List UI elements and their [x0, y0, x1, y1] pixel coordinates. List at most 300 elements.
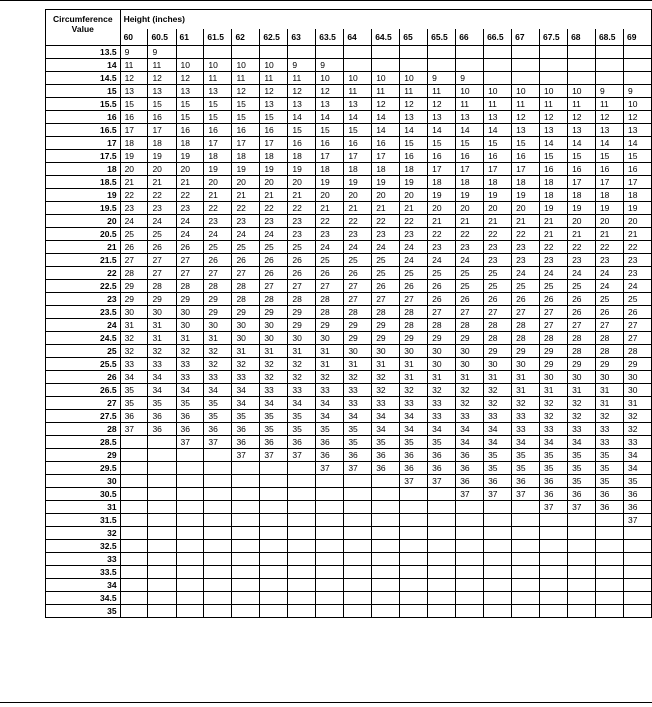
- table-cell: [595, 553, 623, 566]
- table-row: [46, 150, 652, 163]
- circumference-value: 32.5: [46, 540, 121, 553]
- table-cell: 11: [400, 85, 428, 98]
- table-cell: 18: [288, 150, 316, 163]
- table-cell: 34: [624, 462, 652, 475]
- table-cell: 30: [232, 332, 260, 345]
- table-cell: 25: [260, 241, 288, 254]
- table-cell: 26: [316, 267, 344, 280]
- table-cell: 21: [372, 202, 400, 215]
- table-cell: [344, 527, 372, 540]
- table-cell: 13: [624, 124, 652, 137]
- table-cell: [595, 540, 623, 553]
- table-cell: 36: [316, 436, 344, 449]
- table-cell: [204, 514, 232, 527]
- table-cell: 13: [344, 98, 372, 111]
- table-cell: [372, 553, 400, 566]
- table-cell: [540, 566, 568, 579]
- table-row: [46, 293, 652, 306]
- table-cell: 10: [316, 72, 344, 85]
- table-cell: [372, 579, 400, 592]
- table-cell: 20: [372, 189, 400, 202]
- table-cell: 18: [484, 176, 512, 189]
- table-cell: 32: [568, 397, 596, 410]
- table-cell: 15: [595, 150, 623, 163]
- table-cell: 21: [288, 189, 316, 202]
- table-cell: 23: [595, 254, 623, 267]
- table-cell: 31: [456, 371, 484, 384]
- table-cell: [260, 540, 288, 553]
- table-row: [46, 319, 652, 332]
- table-cell: 28: [400, 306, 428, 319]
- table-cell: 32: [624, 423, 652, 436]
- height-header: Height (inches): [120, 10, 651, 29]
- table-cell: 21: [316, 202, 344, 215]
- table-cell: 15: [540, 150, 568, 163]
- table-cell: 26: [232, 254, 260, 267]
- table-cell: [540, 540, 568, 553]
- table-cell: 19: [428, 189, 456, 202]
- table-cell: [316, 475, 344, 488]
- table-cell: [176, 488, 204, 501]
- circumference-value: 23: [46, 293, 121, 306]
- table-cell: 17: [624, 176, 652, 189]
- table-row: [46, 592, 652, 605]
- table-cell: [484, 579, 512, 592]
- table-cell: 9: [148, 46, 176, 59]
- table-cell: 14: [456, 124, 484, 137]
- table-cell: [512, 540, 540, 553]
- table-cell: [232, 501, 260, 514]
- table-cell: [540, 527, 568, 540]
- circumference-value: 30: [46, 475, 121, 488]
- table-cell: 35: [512, 449, 540, 462]
- table-cell: 32: [595, 410, 623, 423]
- table-cell: [484, 540, 512, 553]
- table-cell: 13: [204, 85, 232, 98]
- table-cell: 31: [288, 345, 316, 358]
- table-cell: 19: [624, 202, 652, 215]
- table-cell: 20: [428, 202, 456, 215]
- table-cell: [288, 540, 316, 553]
- table-row: [46, 605, 652, 618]
- table-cell: 28: [372, 306, 400, 319]
- table-cell: 32: [344, 371, 372, 384]
- table-cell: 16: [540, 163, 568, 176]
- table-cell: 19: [372, 176, 400, 189]
- table-cell: 27: [316, 280, 344, 293]
- table-cell: [624, 605, 652, 618]
- table-cell: [400, 501, 428, 514]
- table-row: [46, 254, 652, 267]
- table-cell: 15: [344, 124, 372, 137]
- table-cell: [120, 605, 148, 618]
- table-cell: 27: [148, 254, 176, 267]
- table-cell: [428, 605, 456, 618]
- table-cell: 19: [176, 150, 204, 163]
- table-cell: 24: [148, 215, 176, 228]
- table-cell: 32: [624, 410, 652, 423]
- table-cell: 32: [512, 397, 540, 410]
- table-cell: 34: [512, 436, 540, 449]
- circumference-value: 35: [46, 605, 121, 618]
- table-cell: [512, 566, 540, 579]
- table-cell: 22: [288, 202, 316, 215]
- table-cell: [512, 592, 540, 605]
- table-cell: [624, 59, 652, 72]
- table-cell: [428, 592, 456, 605]
- table-cell: 16: [120, 111, 148, 124]
- table-row: [46, 345, 652, 358]
- table-cell: 27: [120, 254, 148, 267]
- height-col-header: 62: [232, 29, 260, 46]
- table-cell: 28: [456, 319, 484, 332]
- table-cell: [512, 605, 540, 618]
- table-cell: 18: [540, 176, 568, 189]
- table-cell: 22: [540, 241, 568, 254]
- table-cell: 37: [400, 475, 428, 488]
- table-cell: 24: [595, 280, 623, 293]
- table-cell: 9: [624, 85, 652, 98]
- table-cell: 28: [595, 332, 623, 345]
- table-cell: [260, 566, 288, 579]
- table-cell: 31: [316, 345, 344, 358]
- table-cell: 20: [148, 163, 176, 176]
- table-cell: [204, 605, 232, 618]
- table-cell: 26: [568, 306, 596, 319]
- table-cell: [120, 462, 148, 475]
- table-cell: 35: [568, 449, 596, 462]
- table-cell: 27: [260, 280, 288, 293]
- table-cell: [120, 540, 148, 553]
- table-cell: 19: [316, 176, 344, 189]
- table-cell: 35: [288, 423, 316, 436]
- table-cell: 10: [176, 59, 204, 72]
- table-cell: 29: [428, 332, 456, 345]
- table-cell: [260, 488, 288, 501]
- table-cell: 31: [148, 332, 176, 345]
- body-fat-table: [45, 9, 652, 618]
- table-cell: 28: [260, 293, 288, 306]
- table-cell: 17: [232, 137, 260, 150]
- table-cell: [456, 46, 484, 59]
- table-cell: [595, 59, 623, 72]
- table-cell: 18: [540, 189, 568, 202]
- table-cell: 36: [456, 449, 484, 462]
- table-cell: [120, 592, 148, 605]
- table-cell: 34: [316, 397, 344, 410]
- table-cell: 37: [288, 449, 316, 462]
- table-cell: 16: [428, 150, 456, 163]
- table-cell: 16: [204, 124, 232, 137]
- table-cell: 30: [120, 306, 148, 319]
- table-cell: 22: [316, 215, 344, 228]
- table-cell: 35: [148, 397, 176, 410]
- table-cell: [120, 436, 148, 449]
- table-cell: [624, 579, 652, 592]
- circumference-value: 25: [46, 345, 121, 358]
- table-cell: 19: [512, 189, 540, 202]
- table-cell: [372, 592, 400, 605]
- table-cell: [400, 540, 428, 553]
- table-cell: 30: [624, 384, 652, 397]
- height-col-header: 68.5: [595, 29, 623, 46]
- table-cell: 16: [176, 124, 204, 137]
- table-cell: 10: [624, 98, 652, 111]
- height-col-header: 67: [512, 29, 540, 46]
- table-cell: 26: [372, 280, 400, 293]
- table-cell: 25: [316, 254, 344, 267]
- table-cell: 9: [288, 59, 316, 72]
- table-cell: 12: [232, 85, 260, 98]
- table-cell: 23: [512, 254, 540, 267]
- table-cell: 13: [568, 124, 596, 137]
- table-cell: 27: [176, 267, 204, 280]
- table-cell: [428, 59, 456, 72]
- table-cell: [568, 540, 596, 553]
- table-cell: 22: [204, 202, 232, 215]
- table-cell: [344, 59, 372, 72]
- table-cell: 17: [568, 176, 596, 189]
- table-cell: [148, 527, 176, 540]
- table-cell: [540, 605, 568, 618]
- table-cell: [260, 592, 288, 605]
- circumference-value: 16: [46, 111, 121, 124]
- table-cell: 20: [260, 176, 288, 189]
- table-cell: [148, 605, 176, 618]
- table-cell: 34: [344, 410, 372, 423]
- table-cell: 28: [484, 319, 512, 332]
- table-cell: [456, 553, 484, 566]
- table-cell: [288, 462, 316, 475]
- table-cell: 25: [624, 293, 652, 306]
- table-cell: 23: [148, 202, 176, 215]
- table-cell: 24: [204, 228, 232, 241]
- table-cell: 32: [204, 345, 232, 358]
- table-cell: [176, 475, 204, 488]
- table-cell: 21: [512, 215, 540, 228]
- table-cell: 12: [176, 72, 204, 85]
- table-cell: 29: [148, 293, 176, 306]
- table-cell: 36: [595, 488, 623, 501]
- table-cell: [148, 475, 176, 488]
- table-cell: [372, 46, 400, 59]
- table-cell: 19: [568, 202, 596, 215]
- table-cell: 24: [316, 241, 344, 254]
- table-cell: [568, 605, 596, 618]
- table-cell: [456, 540, 484, 553]
- table-cell: [316, 592, 344, 605]
- table-cell: 29: [204, 306, 232, 319]
- table-cell: 23: [204, 215, 232, 228]
- table-row: [46, 449, 652, 462]
- table-cell: 25: [120, 228, 148, 241]
- table-cell: 30: [484, 358, 512, 371]
- table-cell: 11: [344, 85, 372, 98]
- table-cell: 33: [204, 371, 232, 384]
- table-cell: [512, 72, 540, 85]
- table-cell: [260, 475, 288, 488]
- table-cell: [148, 540, 176, 553]
- table-cell: 27: [288, 280, 316, 293]
- table-cell: 20: [595, 215, 623, 228]
- table-cell: 11: [484, 98, 512, 111]
- table-cell: 35: [316, 423, 344, 436]
- table-cell: 36: [400, 462, 428, 475]
- table-cell: 31: [484, 371, 512, 384]
- table-cell: 13: [512, 124, 540, 137]
- table-row: [46, 527, 652, 540]
- table-cell: 26: [595, 306, 623, 319]
- table-cell: 14: [288, 111, 316, 124]
- table-cell: [595, 605, 623, 618]
- table-cell: [372, 566, 400, 579]
- table-cell: 33: [512, 423, 540, 436]
- table-cell: 20: [288, 176, 316, 189]
- table-cell: [204, 592, 232, 605]
- circumference-value: 26.5: [46, 384, 121, 397]
- table-cell: [120, 527, 148, 540]
- table-cell: 34: [148, 384, 176, 397]
- table-cell: 36: [344, 449, 372, 462]
- table-cell: 16: [260, 124, 288, 137]
- table-cell: [400, 46, 428, 59]
- circumference-value: 34: [46, 579, 121, 592]
- table-cell: 26: [260, 267, 288, 280]
- table-cell: 20: [204, 176, 232, 189]
- table-cell: 10: [372, 72, 400, 85]
- table-cell: [176, 462, 204, 475]
- circumference-value: 22: [46, 267, 121, 280]
- table-cell: 33: [288, 384, 316, 397]
- table-cell: 35: [204, 397, 232, 410]
- table-cell: 36: [568, 488, 596, 501]
- table-cell: [344, 566, 372, 579]
- table-cell: 13: [540, 124, 568, 137]
- table-cell: 27: [344, 293, 372, 306]
- table-cell: [484, 72, 512, 85]
- table-cell: 19: [148, 150, 176, 163]
- table-cell: 30: [176, 319, 204, 332]
- table-row: [46, 423, 652, 436]
- table-cell: 21: [232, 189, 260, 202]
- circumference-value: 17: [46, 137, 121, 150]
- circumference-header: Circumference Value: [46, 10, 121, 46]
- table-cell: 36: [260, 436, 288, 449]
- table-cell: 32: [120, 345, 148, 358]
- table-cell: 19: [260, 163, 288, 176]
- table-cell: [456, 527, 484, 540]
- table-cell: 15: [624, 150, 652, 163]
- height-col-header: 61.5: [204, 29, 232, 46]
- table-cell: [595, 514, 623, 527]
- table-cell: 21: [344, 202, 372, 215]
- table-cell: [595, 592, 623, 605]
- height-col-header: 66: [456, 29, 484, 46]
- table-cell: 35: [428, 436, 456, 449]
- table-cell: 24: [624, 280, 652, 293]
- table-cell: 31: [400, 371, 428, 384]
- table-cell: [372, 475, 400, 488]
- table-cell: [456, 566, 484, 579]
- height-col-header: 67.5: [540, 29, 568, 46]
- table-cell: 12: [120, 72, 148, 85]
- table-cell: 24: [428, 254, 456, 267]
- table-cell: 22: [512, 228, 540, 241]
- table-cell: 32: [232, 358, 260, 371]
- table-cell: 25: [372, 267, 400, 280]
- table-cell: 21: [540, 215, 568, 228]
- table-cell: 28: [595, 345, 623, 358]
- table-cell: [540, 553, 568, 566]
- table-cell: 29: [568, 358, 596, 371]
- table-cell: 33: [540, 423, 568, 436]
- table-cell: 36: [624, 501, 652, 514]
- table-cell: [260, 579, 288, 592]
- table-cell: 31: [232, 345, 260, 358]
- table-cell: [484, 566, 512, 579]
- table-cell: [260, 501, 288, 514]
- table-cell: 28: [232, 293, 260, 306]
- table-cell: 18: [595, 189, 623, 202]
- table-cell: 20: [568, 215, 596, 228]
- table-cell: 21: [568, 228, 596, 241]
- table-cell: 32: [148, 345, 176, 358]
- table-cell: 17: [260, 137, 288, 150]
- table-cell: 34: [316, 410, 344, 423]
- table-cell: 26: [512, 293, 540, 306]
- table-row: [46, 475, 652, 488]
- table-cell: [400, 553, 428, 566]
- table-cell: [400, 59, 428, 72]
- table-cell: 12: [288, 85, 316, 98]
- circumference-value: 21: [46, 241, 121, 254]
- table-cell: 18: [372, 163, 400, 176]
- table-row: [46, 46, 652, 59]
- table-cell: 27: [456, 306, 484, 319]
- table-cell: 15: [428, 137, 456, 150]
- table-cell: [288, 592, 316, 605]
- table-cell: 16: [624, 163, 652, 176]
- table-cell: 27: [232, 267, 260, 280]
- table-row: [46, 111, 652, 124]
- table-cell: 36: [512, 475, 540, 488]
- table-row: [46, 59, 652, 72]
- table-cell: 24: [400, 241, 428, 254]
- table-cell: 11: [148, 59, 176, 72]
- circumference-value: 20: [46, 215, 121, 228]
- table-cell: 35: [484, 462, 512, 475]
- table-cell: 29: [456, 332, 484, 345]
- table-cell: 18: [624, 189, 652, 202]
- table-cell: 28: [288, 293, 316, 306]
- table-cell: 22: [624, 241, 652, 254]
- table-cell: 33: [400, 397, 428, 410]
- table-cell: 27: [148, 267, 176, 280]
- table-cell: [344, 579, 372, 592]
- table-cell: 37: [344, 462, 372, 475]
- table-cell: 20: [484, 202, 512, 215]
- table-cell: 16: [400, 150, 428, 163]
- table-cell: 28: [624, 345, 652, 358]
- table-cell: 31: [148, 319, 176, 332]
- table-cell: 33: [456, 410, 484, 423]
- table-cell: [456, 59, 484, 72]
- table-cell: [540, 46, 568, 59]
- table-cell: 16: [595, 163, 623, 176]
- table-cell: 23: [428, 241, 456, 254]
- table-cell: [344, 605, 372, 618]
- table-cell: 33: [428, 397, 456, 410]
